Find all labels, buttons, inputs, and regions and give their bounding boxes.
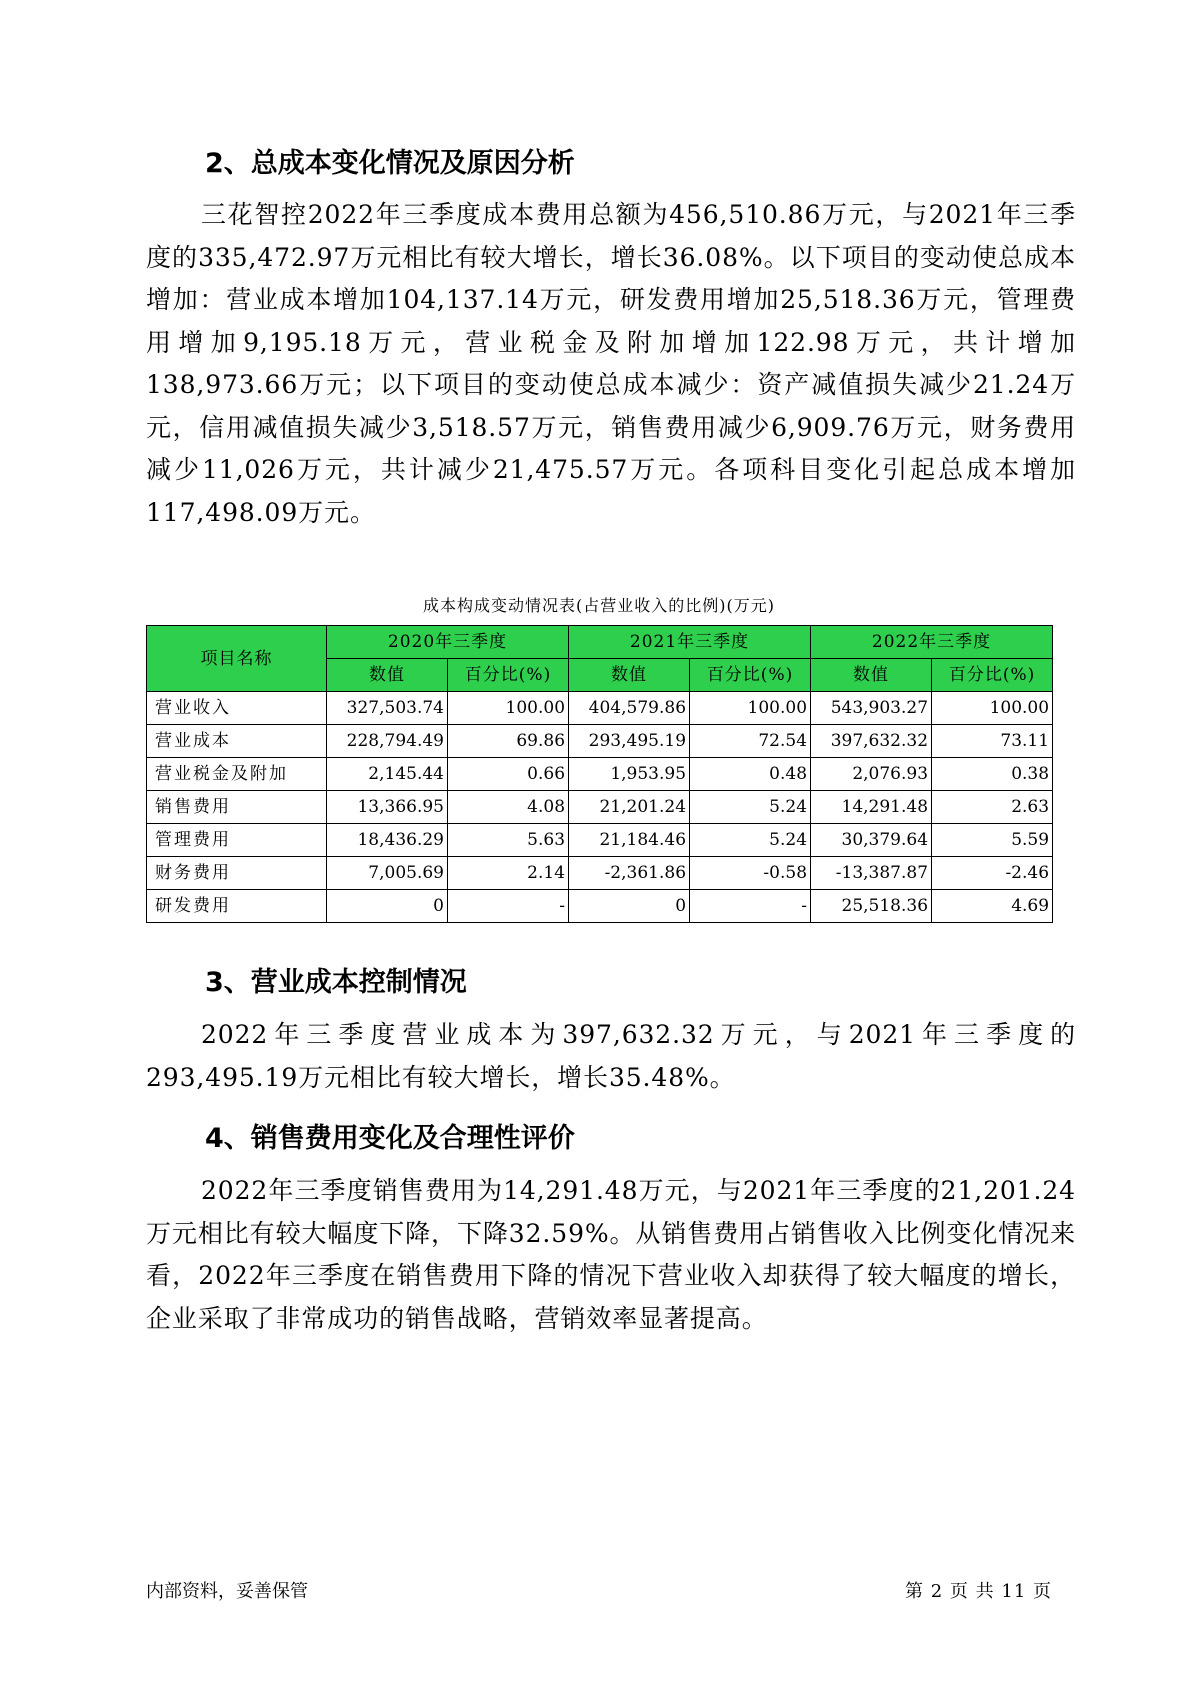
- cell-percent: 100.00: [690, 692, 811, 725]
- table-row: [147, 857, 1053, 890]
- cell-percent: 100.00: [932, 692, 1053, 725]
- cell-percent: 5.24: [690, 824, 811, 857]
- cell-value: 21,184.46: [569, 824, 690, 857]
- cell-value: 397,632.32: [811, 725, 932, 758]
- cell-value: 14,291.48: [811, 791, 932, 824]
- cell-value: 25,518.36: [811, 890, 932, 923]
- table-header-row-periods: [147, 626, 1053, 659]
- row-name: 销售费用: [147, 791, 327, 824]
- section4-heading: 4、销售费用变化及合理性评价: [205, 1123, 575, 1154]
- section4-paragraph: 2022年三季度销售费用为14,291.48万元，与2021年三季度的21,201.24万元相比有较大幅度下降，下降32.59%。从销售费用占销售收入比例变化情况来看，2022年三季度在销售费用下降的情况下营业收入却获得了较大幅度的增长，企业采取了非常成功的销售战略，营销效率显著提高。: [146, 1176, 1076, 1333]
- table-row: [147, 890, 1053, 923]
- value-header: 数值: [327, 659, 448, 692]
- cost-structure-table: [146, 625, 1053, 923]
- cell-percent: -2.46: [932, 857, 1053, 890]
- table-row: [147, 692, 1053, 725]
- cell-percent: 0.38: [932, 758, 1053, 791]
- percent-header: 百分比(%): [448, 659, 569, 692]
- table-row: [147, 758, 1053, 791]
- cell-value: 404,579.86: [569, 692, 690, 725]
- row-name: 营业收入: [147, 692, 327, 725]
- cell-percent: 100.00: [448, 692, 569, 725]
- cell-value: 21,201.24: [569, 791, 690, 824]
- period-header-2020: 2020年三季度: [327, 626, 569, 659]
- cell-value: 30,379.64: [811, 824, 932, 857]
- cell-percent: 5.63: [448, 824, 569, 857]
- cell-value: 0: [327, 890, 448, 923]
- cell-percent: 4.69: [932, 890, 1053, 923]
- value-header: 数值: [569, 659, 690, 692]
- cell-percent: 2.14: [448, 857, 569, 890]
- row-name: 财务费用: [147, 857, 327, 890]
- cell-percent: -0.58: [690, 857, 811, 890]
- table-row: [147, 824, 1053, 857]
- cell-percent: 5.59: [932, 824, 1053, 857]
- value-header: 数值: [811, 659, 932, 692]
- cell-percent: 2.63: [932, 791, 1053, 824]
- row-name: 研发费用: [147, 890, 327, 923]
- cell-percent: 0.66: [448, 758, 569, 791]
- cell-percent: 4.08: [448, 791, 569, 824]
- cell-percent: 73.11: [932, 725, 1053, 758]
- cell-percent: 69.86: [448, 725, 569, 758]
- table-caption: 成本构成变动情况表(占营业收入的比例)(万元): [423, 596, 775, 615]
- cell-value: 18,436.29: [327, 824, 448, 857]
- section3-paragraph: 2022年三季度营业成本为397,632.32万元，与2021年三季度的293,495.19万元相比有较大增长，增长35.48%。: [146, 1020, 1076, 1092]
- table-row: [147, 725, 1053, 758]
- cell-value: 7,005.69: [327, 857, 448, 890]
- period-header-2021: 2021年三季度: [569, 626, 811, 659]
- cell-value: 2,076.93: [811, 758, 932, 791]
- percent-header: 百分比(%): [932, 659, 1053, 692]
- section3-heading: 3、营业成本控制情况: [205, 967, 467, 998]
- row-name: 营业成本: [147, 725, 327, 758]
- cell-value: 1,953.95: [569, 758, 690, 791]
- section2-paragraph: 三花智控2022年三季度成本费用总额为456,510.86万元，与2021年三季度的335,472.97万元相比有较大增长，增长36.08%。以下项目的变动使总成本增加：营业成本增加104,137.14万元，研发费用增加25,518.36万元，管理费用增加9,195.18万元，营业税金及附加增加122.98万元，共计增加138,973.66万元；以下项目的变动使总成本减少：资产减值损失减少21.24万元，信用减值损失减少3,518.57万元，销售费用减少6,909.76万元，财务费用减少11,026万元，共计减少21,475.57万元。各项科目变化引起总成本增加117,498.09万元。: [146, 200, 1076, 527]
- confidentiality-note: 内部资料，妥善保管: [146, 1581, 308, 1602]
- period-header-2022: 2022年三季度: [811, 626, 1053, 659]
- cell-value: 228,794.49: [327, 725, 448, 758]
- cell-percent: -: [690, 890, 811, 923]
- cell-value: 293,495.19: [569, 725, 690, 758]
- cell-value: -2,361.86: [569, 857, 690, 890]
- table-row: [147, 791, 1053, 824]
- cell-percent: 72.54: [690, 725, 811, 758]
- row-name: 管理费用: [147, 824, 327, 857]
- section2-heading: 2、总成本变化情况及原因分析: [205, 148, 575, 179]
- cell-percent: 5.24: [690, 791, 811, 824]
- cell-value: 2,145.44: [327, 758, 448, 791]
- percent-header: 百分比(%): [690, 659, 811, 692]
- cell-percent: 0.48: [690, 758, 811, 791]
- item-name-header: 项目名称: [147, 626, 327, 692]
- cell-value: 0: [569, 890, 690, 923]
- cell-percent: -: [448, 890, 569, 923]
- cell-value: 543,903.27: [811, 692, 932, 725]
- page-number: 第 2 页 共 11 页: [905, 1581, 1052, 1602]
- cell-value: 13,366.95: [327, 791, 448, 824]
- cell-value: 327,503.74: [327, 692, 448, 725]
- row-name: 营业税金及附加: [147, 758, 327, 791]
- cell-value: -13,387.87: [811, 857, 932, 890]
